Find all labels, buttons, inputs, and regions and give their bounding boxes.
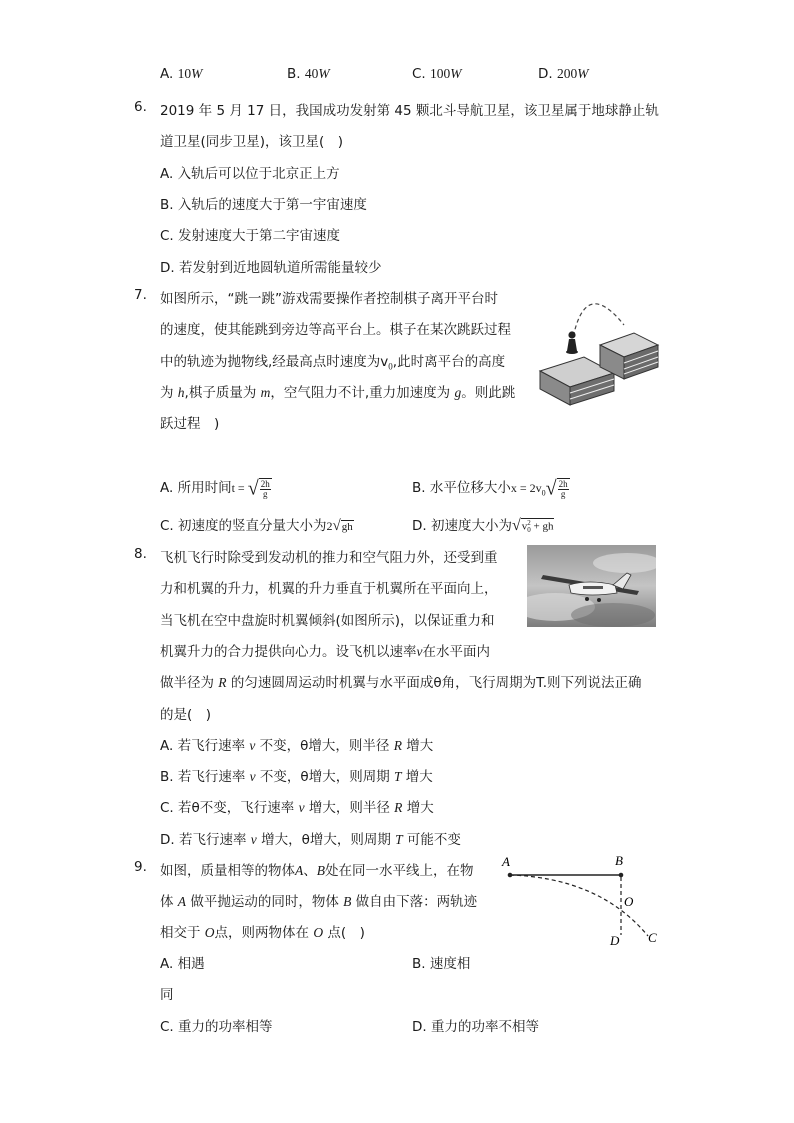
variable-t: T <box>393 769 402 784</box>
text-segment: 如图，质量相等的物体 <box>160 863 295 879</box>
q6-option-a: A. 入轨后可以位于北京正上方 <box>160 166 340 182</box>
q9-option-b: B. 速度相 <box>412 956 471 972</box>
option-unit: W <box>450 66 462 81</box>
text-segment: 机翼升力的合力提供向心力。设飞机以速率 <box>160 644 417 660</box>
text-segment: 增大 <box>401 738 434 754</box>
variable-t: T <box>395 832 403 847</box>
option-label: A. <box>160 66 178 82</box>
q8-option-d <box>160 828 461 848</box>
text-segment: A. 若飞行速率 <box>160 738 250 754</box>
option-text: B. 水平位移大小 <box>412 480 511 496</box>
label-d: D <box>610 933 620 948</box>
q7-stem-line1: 如图所示，“跳一跳”游戏需要操作者控制棋子离开平台时 <box>160 291 498 307</box>
text-segment: 、 <box>303 863 317 879</box>
q6-option-d: D. 若发射到近地圆轨道所需能量较少 <box>160 260 382 276</box>
point-b <box>619 873 624 878</box>
text-segment: 增大，θ增大，则周期 <box>256 832 396 848</box>
variable-b: B <box>343 894 352 909</box>
fraction-denominator: g <box>262 488 268 499</box>
text-segment: 体 <box>160 894 178 910</box>
variable-a: A <box>295 863 304 878</box>
variable-v: v <box>249 738 256 753</box>
text-segment: 处在同一水平线上，在物 <box>325 863 474 879</box>
q6-number: 6. <box>134 99 147 115</box>
q5-option-c <box>412 66 462 82</box>
q7-stem-line5: 跃过程 ) <box>160 416 220 432</box>
label-o: O <box>624 894 634 909</box>
variable-o: O <box>204 925 215 940</box>
formula-lhs: x = 2v <box>510 481 542 495</box>
coefficient: 2 <box>326 519 333 533</box>
q8-stem-line3: 当飞机在空中盘旋时机翼倾斜(如图所示)，以保证重力和 <box>160 613 495 629</box>
option-value: 200 <box>556 66 578 81</box>
q6-stem-line2: 道卫星(同步卫星)，该卫星( ) <box>160 134 344 150</box>
variable-v: v <box>298 800 305 815</box>
text-segment: D. 若飞行速率 <box>160 832 251 848</box>
radicand-rest: + gh <box>530 520 554 533</box>
text-segment: ,棋子质量为 <box>184 385 261 401</box>
q9-stem-line1 <box>160 859 474 879</box>
q8-number: 8. <box>134 546 147 562</box>
text-segment: 。则此跳 <box>461 385 516 401</box>
option-label: C. <box>412 66 431 82</box>
text-segment: 做平抛运动的同时，物体 <box>186 894 344 910</box>
q8-stem-line6: 的是( ) <box>160 707 212 723</box>
text-segment: 可能不变 <box>402 832 461 848</box>
variable-m: m <box>260 385 271 400</box>
variable-r: R <box>394 800 403 815</box>
label-c: C <box>648 930 657 945</box>
q6-option-c: C. 发射速度大于第二宇宙速度 <box>160 228 341 244</box>
projectile-diagram <box>500 850 662 950</box>
text-segment: B. 若飞行速率 <box>160 769 250 785</box>
text-segment: 增大，则半径 <box>304 800 395 816</box>
q5-option-a <box>160 66 202 82</box>
q9-option-a: A. 相遇 <box>160 956 205 972</box>
option-value: 40 <box>304 66 319 81</box>
option-value: 100 <box>430 66 451 81</box>
option-unit: W <box>577 66 589 81</box>
q7-option-d <box>412 514 554 536</box>
q9-option-d: D. 重力的功率不相等 <box>412 1019 539 1035</box>
variable-g: g <box>454 385 462 400</box>
q7-option-c <box>160 514 354 536</box>
q9-option-b-wrap: 同 <box>160 987 174 1003</box>
subscript: 0 <box>527 526 531 534</box>
fraction-denominator: g <box>560 488 566 499</box>
text-segment: 增大 <box>402 800 434 816</box>
text-segment: 在水平面内 <box>422 644 490 660</box>
text-segment: ，空气阻力不计,重力加速度为 <box>270 385 455 401</box>
text-segment: 为 <box>160 385 178 401</box>
text-segment: 做半径为 <box>160 675 219 691</box>
sqrt-expression: √ $\frac{2h}{g}$ <box>247 477 270 499</box>
trajectory-arc <box>572 304 624 343</box>
label-b: B <box>615 853 623 868</box>
text-segment: 不变，θ增大，则半径 <box>255 738 394 754</box>
q8-stem-line5 <box>160 671 642 691</box>
q8-option-c <box>160 796 434 816</box>
variable-v: v <box>416 644 423 659</box>
q9-option-c: C. 重力的功率相等 <box>160 1019 273 1035</box>
text-segment: ,此时离平台的高度 <box>392 354 506 370</box>
airplane-photo <box>527 545 656 627</box>
sqrt-expression: √gh <box>332 518 353 534</box>
sqrt-expression: √v 2 0 + gh <box>511 517 554 534</box>
text-segment: 增大 <box>401 769 433 785</box>
variable-v: v <box>521 520 528 533</box>
q9-number: 9. <box>134 859 147 875</box>
jump-game-figure <box>536 287 662 409</box>
fraction <box>260 480 271 499</box>
variable-r: R <box>218 675 227 690</box>
text-segment: 做自由下落：两轨迹 <box>351 894 478 910</box>
variable-v: v <box>249 769 256 784</box>
q7-stem-line2: 的速度，使其能跳到旁边等高平台上。棋子在某次跳跃过程 <box>160 322 511 338</box>
q8-stem-line4 <box>160 640 490 660</box>
option-value: 10 <box>177 66 192 81</box>
option-text: D. 初速度大小为 <box>412 518 512 534</box>
text-segment: C. 若θ不变，飞行速率 <box>160 800 299 816</box>
text-segment: 点，则两物体在 <box>214 925 314 941</box>
variable-b: B <box>316 863 325 878</box>
variable-r: R <box>393 738 402 753</box>
text-segment: 点( ) <box>323 925 365 941</box>
variable-a: A <box>177 894 187 909</box>
q6-stem-line1: 2019 年 5 月 17 日，我国成功发射第 45 颗北斗导航卫星，该卫星属于地球静止轨 <box>160 103 659 119</box>
text-segment: 相交于 <box>160 925 205 941</box>
variable-v: v <box>250 832 257 847</box>
q7-stem-line3 <box>160 350 505 372</box>
q8-option-b <box>160 765 433 785</box>
variable-h: h <box>177 385 185 400</box>
subscript: 0 <box>541 488 546 498</box>
option-text: C. 初速度的竖直分量大小为 <box>160 518 327 534</box>
q8-stem-line2: 力和机翼的升力，机翼的升力垂直于机翼所在平面向上， <box>160 581 498 597</box>
q8-stem-line1: 飞机飞行时除受到发动机的推力和空气阻力外，还受到重 <box>160 550 498 566</box>
fraction-numerator: 2h <box>260 478 270 489</box>
q9-stem-line2 <box>160 890 477 910</box>
option-unit: W <box>318 66 330 81</box>
option-label: D. <box>538 66 557 82</box>
option-unit: W <box>191 66 203 81</box>
q7-option-a <box>160 476 272 499</box>
formula-lhs: t = <box>231 481 248 495</box>
q5-option-d <box>538 66 588 82</box>
superscript: 2 <box>527 519 531 527</box>
fraction-numerator: 2h <box>558 478 568 489</box>
fraction <box>558 480 569 499</box>
q5-option-b <box>287 66 330 82</box>
sqrt-expression: √ $\frac{2h}{g}$ <box>545 477 568 499</box>
option-label: B. <box>287 66 305 82</box>
radicand: gh <box>341 520 353 533</box>
q7-option-b <box>412 476 570 499</box>
label-a: A <box>502 854 510 869</box>
chess-piece-icon <box>566 331 578 354</box>
q7-stem-line4 <box>160 381 515 401</box>
q7-number: 7. <box>134 287 147 303</box>
q8-option-a <box>160 734 433 754</box>
option-text: A. 所用时间 <box>160 480 232 496</box>
text-segment: 不变，θ增大，则周期 <box>255 769 394 785</box>
variable-o: O <box>313 925 324 940</box>
q9-stem-line3 <box>160 921 365 941</box>
subscript: 0 <box>388 361 393 372</box>
text-segment: 的匀速圆周运动时机翼与水平面成θ角，飞行周期为T.则下列说法正确 <box>226 675 642 691</box>
q6-option-b: B. 入轨后的速度大于第一宇宙速度 <box>160 197 367 213</box>
text-segment: 中的轨迹为抛物线,经最高点时速度为v <box>160 354 389 370</box>
